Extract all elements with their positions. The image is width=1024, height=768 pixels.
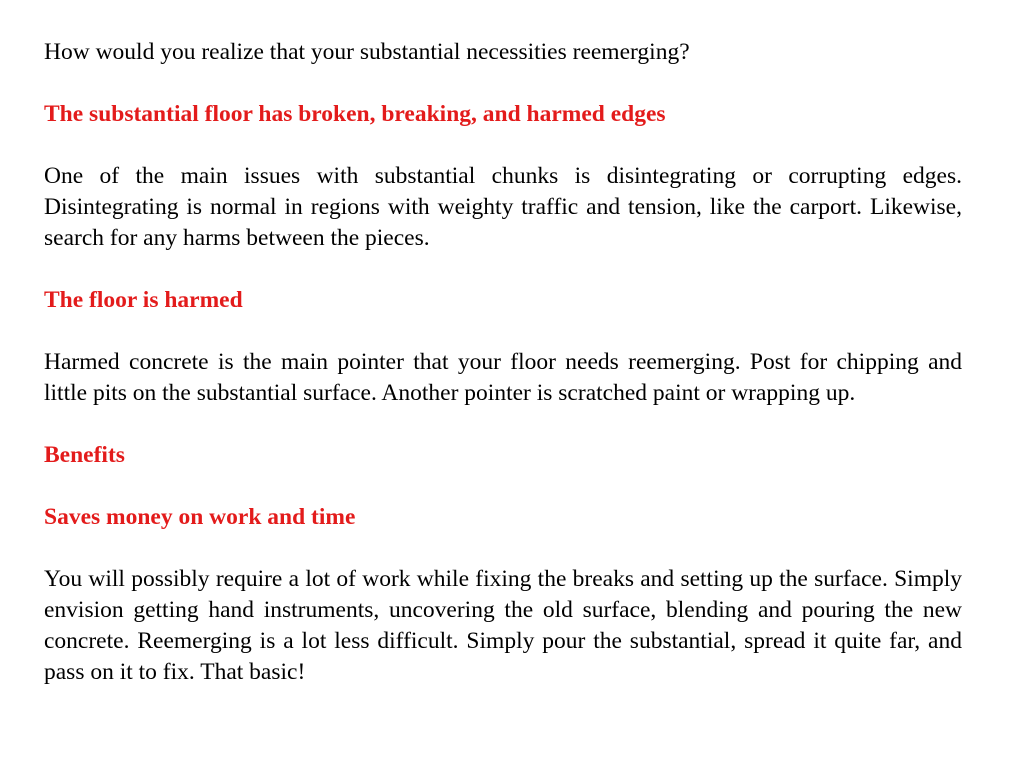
heading-floor-harmed: The floor is harmed	[44, 287, 243, 313]
document-page	[44, 37, 962, 688]
heading-saves-money: Saves money on work and time	[44, 504, 356, 530]
intro-question: How would you realize that your substantial necessities reemerging?	[44, 39, 690, 65]
heading-benefits: Benefits	[44, 442, 125, 468]
paragraph-broken-edges: One of the main issues with substantial chunks is disintegrating or corrupting edges. Disintegrating is normal in regions with weighty traffic and tension, like the carport. Likewise, search for any harms between the pieces.	[44, 163, 962, 251]
heading-broken-edges: The substantial floor has broken, breaking, and harmed edges	[44, 101, 666, 127]
paragraph-saves-money: You will possibly require a lot of work while fixing the breaks and setting up the surface. Simply envision getting hand instruments, uncovering the old surface, blending and pouring the new concrete. Reemerging is a lot less difficult. Simply pour the substantial, spread it quite far, and pass on it to fix. That basic!	[44, 566, 962, 685]
paragraph-floor-harmed: Harmed concrete is the main pointer that your floor needs reemerging. Post for chipping and little pits on the substantial surface. Another pointer is scratched paint or wrapping up.	[44, 349, 962, 406]
